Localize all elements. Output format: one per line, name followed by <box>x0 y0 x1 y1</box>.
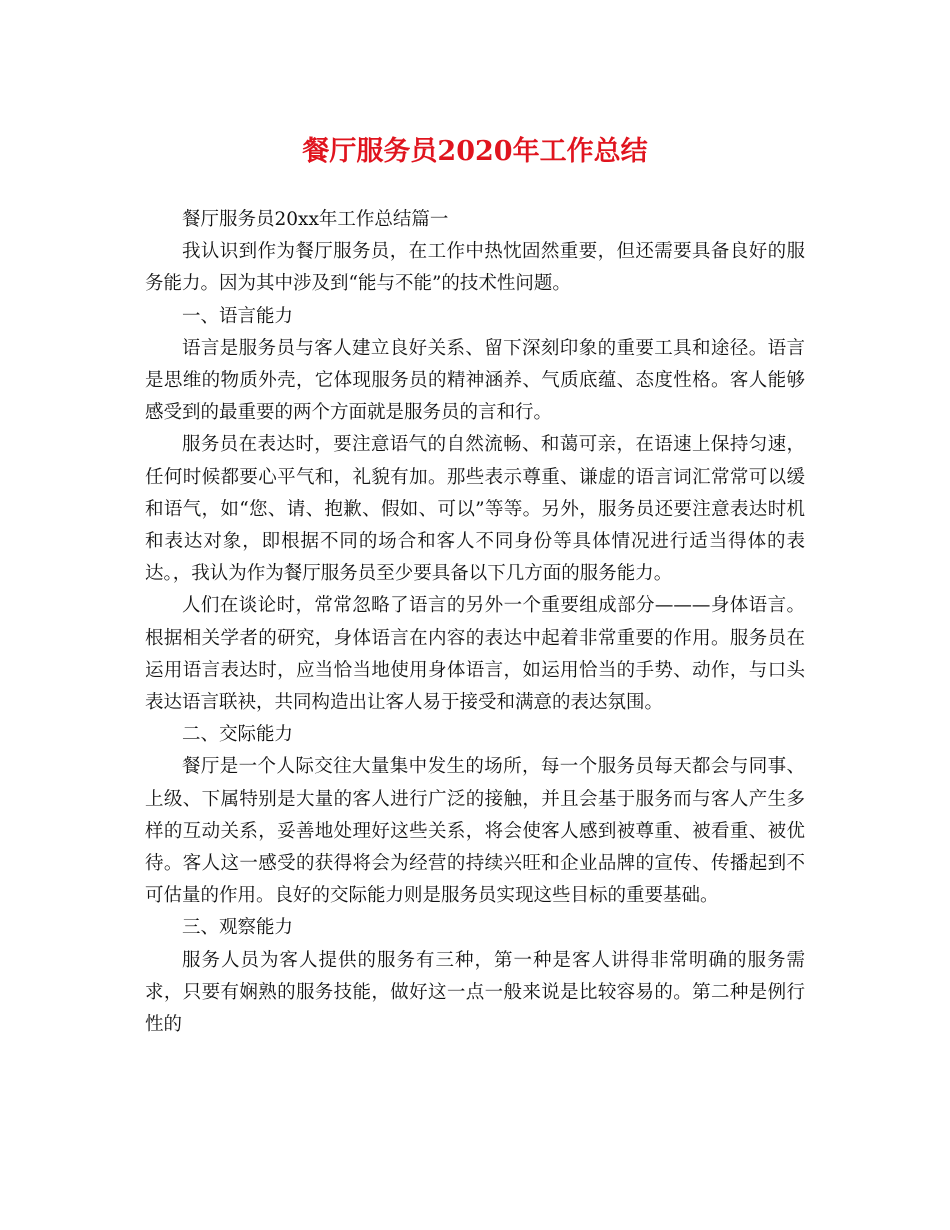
paragraph-intro: 我认识到作为餐厅服务员，在工作中热忱固然重要，但还需要具备良好的服务能力。因为其中涉及到“能与不能”的技术性问题。 <box>145 241 805 295</box>
paragraph-language-1: 语言是服务员与客人建立良好关系、留下深刻印象的重要工具和途径。语言是思维的物质外壳，它体现服务员的精神涵养、气质底蕴、态度性格。客人能够感受到的最重要的两个方面就是服务员的言和行。 <box>145 337 805 424</box>
section-heading-article: 餐厅服务员20xx年工作总结篇一 <box>182 209 449 230</box>
section-heading-language: 一、语言能力 <box>182 305 294 327</box>
paragraph-body-language: 人们在谈论时，常常忽略了语言的另外一个重要组成部分———身体语言。根据相关学者的研究，身体语言在内容的表达中起着非常重要的作用。服务员在运用语言表达时，应当恰当地使用身体语言，如运用恰当的手势、动作，与口头表达语言联袂，共同构造出让客人易于接受和满意的表达氛围。 <box>145 595 805 714</box>
document-body <box>145 204 805 1041</box>
paragraph-observation: 服务人员为客人提供的服务有三种，第一种是客人讲得非常明确的服务需求，只要有娴熟的服务技能，做好这一点一般来说是比较容易的。第二种是例行性的 <box>145 949 805 1036</box>
paragraph-social: 餐厅是一个人际交往大量集中发生的场所，每一个服务员每天都会与同事、上级、下属特别是大量的客人进行广泛的接触，并且会基于服务而与客人产生多样的互动关系，妥善地处理好这些关系，将会使客人感到被尊重、被看重、被优待。客人这一感受的获得将会为经营的持续兴旺和企业品牌的宣传、传播起到不可估量的作用。良好的交际能力则是服务员实现这些目标的重要基础。 <box>145 756 805 907</box>
document-title: 餐厅服务员2020年工作总结 <box>302 136 648 167</box>
paragraph-language-2: 服务员在表达时，要注意语气的自然流畅、和蔼可亲，在语速上保持匀速，任何时候都要心平气和，礼貌有加。那些表示尊重、谦虚的语言词汇常常可以缓和语气，如“您、请、抱歉、假如、可以”等等。另外，服务员还要注意表达时机和表达对象，即根据不同的场合和客人不同身份等具体情况进行适当得体的表达。，我认为作为餐厅服务员至少要具备以下几方面的服务能力。 <box>145 434 805 585</box>
section-heading-social: 二、交际能力 <box>182 724 294 746</box>
section-heading-observation: 三、观察能力 <box>182 917 294 939</box>
